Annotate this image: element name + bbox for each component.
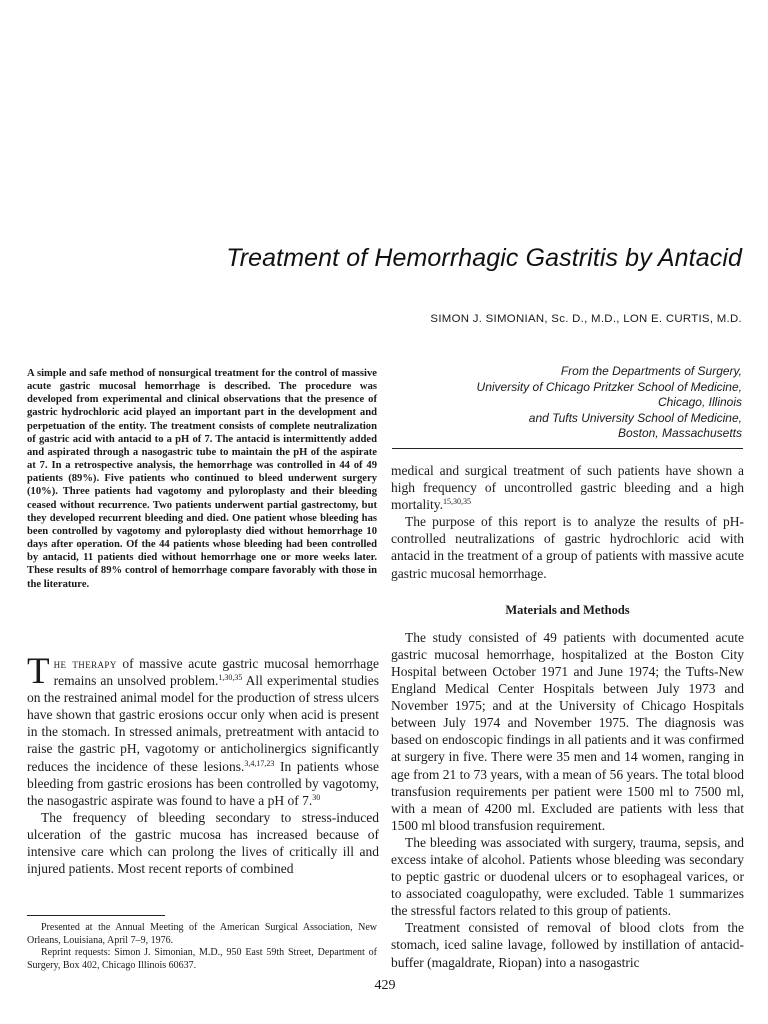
footnote-reprint: Reprint requests: Simon J. Simonian, M.D., 950 East 59th Street, Department of Surgery, Box 402, Chicago Illinois 60637. <box>27 947 377 971</box>
methods-paragraph-3: Treatment consisted of removal of blood clots from the stomach, iced saline lavage, followed by instillation of antacid-buffer (magaldrate, Riopan) into a nasogastric <box>391 920 744 970</box>
author-list: SIMON J. SIMONIAN, Sc. D., M.D., LON E. CURTIS, M.D. <box>430 313 742 325</box>
right-column <box>391 462 744 971</box>
intro-lead-in: he therapy <box>53 656 117 671</box>
affiliation-line: From the Departments of Surgery, <box>560 364 742 378</box>
drop-cap: T <box>27 651 50 692</box>
affiliation-line: Boston, Massachusetts <box>617 426 742 440</box>
citation-ref: 1,30,35 <box>218 673 243 683</box>
intro-text: medical and surgical treatment of such patients have shown a high frequency of uncontrolled gastric bleeding and a high mortality. <box>391 463 744 513</box>
paper-title: Treatment of Hemorrhagic Gastritis by Antacid <box>226 244 742 272</box>
page-number: 429 <box>374 978 396 993</box>
footnotes <box>27 922 377 972</box>
left-column <box>27 651 380 877</box>
intro-paragraph-3: The purpose of this report is to analyze the results of pH-controlled neutralizations of gastric hydrochloric acid with antacid in the treatment of a group of patients with massive acute gastric mucosal hemorrhage. <box>391 514 744 581</box>
footnote-presentation: Presented at the Annual Meeting of the American Surgical Association, New Orleans, Louisiana, April 7–9, 1976. <box>27 922 377 946</box>
citation-ref: 30 <box>312 792 321 802</box>
citation-ref: 3,4,17,23 <box>244 758 275 768</box>
footnote-divider <box>27 915 165 916</box>
intro-paragraph-2-continued <box>391 462 744 513</box>
intro-text: In patients whose bleeding from gastric erosions has been controlled by vagotomy, the nasogastric aspirate was found to have a pH of 7. <box>27 758 379 808</box>
intro-paragraph-1 <box>27 651 380 809</box>
affiliation-line: and Tufts University School of Medicine, <box>528 410 742 425</box>
affiliation-divider <box>392 448 743 449</box>
abstract: A simple and safe method of nonsurgical treatment for the control of massive acute gastric mucosal hemorrhage is described. The procedure was developed from experimental and clinical observations that the presence of gastric hydrochloric acid played an important part in the development and perpetuation of the entity. The treatment consists of complete neutralization of gastric acid with antacid to a pH of 7. The antacid is intermittently added and aspirated through a nasogastric tube to maintain the pH of the aspirate at 7. In a retrospective analysis, the hemorrhage was controlled in 44 of 49 patients (89%). Five patients who continued to bleed underwent surgery (10%). Three patients had vagotomy and pyloroplasty and their bleeding ceased without recurrence. Two patients underwent partial gastrectomy, but they developed recurrent bleeding and died. One patient whose bleeding has been controlled by vagotomy and pyloroplasty died without hemorrhage 10 days after operation. Of the 44 patients whose bleeding had been controlled by antacid, 11 patients died without hemorrhage one or more weeks later. These results of 89% control of hemorrhage compare favorably with those in the literature. <box>27 368 377 590</box>
intro-paragraph-2: The frequency of bleeding secondary to stress-induced ulceration of the gastric mucosa has increased because of intensive care which can prolong the lives of critically ill and injured patients. Most recent reports of combined <box>27 809 379 877</box>
affiliation-line: Chicago, Illinois <box>657 395 742 409</box>
citation-ref: 15,30,35 <box>443 497 471 507</box>
methods-paragraph-1: The study consisted of 49 patients with documented acute gastric mucosal hemorrhage, hospitalized at the Boston City Hospital between October 1971 and June 1974; the Tufts-New England Medical Center Hospitals between July 1973 and November 1975; and at the University of Chicago Hospitals between July 1974 and November 1975. The diagnosis was based on endoscopic findings in all patients and it was confirmed at surgery in five. There were 35 men and 14 women, ranging in age from 21 to 73 years, with a mean of 56 years. The total blood transfusion requirements per patient were 1500 ml to 7500 ml, with a mean of 4200 ml. Excluded are patients with less that 1500 ml blood transfusion requirement. <box>391 629 744 833</box>
intro-text: of massive acute gastric mucosal hemorrhage remains an unsolved problem. <box>53 656 380 689</box>
section-heading-methods: Materials and Methods <box>505 602 630 617</box>
affiliation-line: University of Chicago Pritzker School of Medicine, <box>476 379 742 394</box>
intro-text: All experimental studies on the restrained animal model for the production of stress ulcers have shown that gastric erosions occur only when acid is present in the stomach. In stressed animals, pretreatment with antacid to raise the gastric pH, vagotomy or anticholinergics significantly reduces the incidence of these lesions. <box>27 673 379 774</box>
methods-paragraph-2: The bleeding was associated with surgery, trauma, sepsis, and excess intake of alcohol. Patients whose bleeding was secondary to peptic gastric or duodenal ulcers or to esophageal varices, or to associated coagulopathy, were excluded. Table 1 summarizes the stressful factors related to this group of patients. <box>391 834 744 919</box>
affiliation-block <box>392 364 742 442</box>
